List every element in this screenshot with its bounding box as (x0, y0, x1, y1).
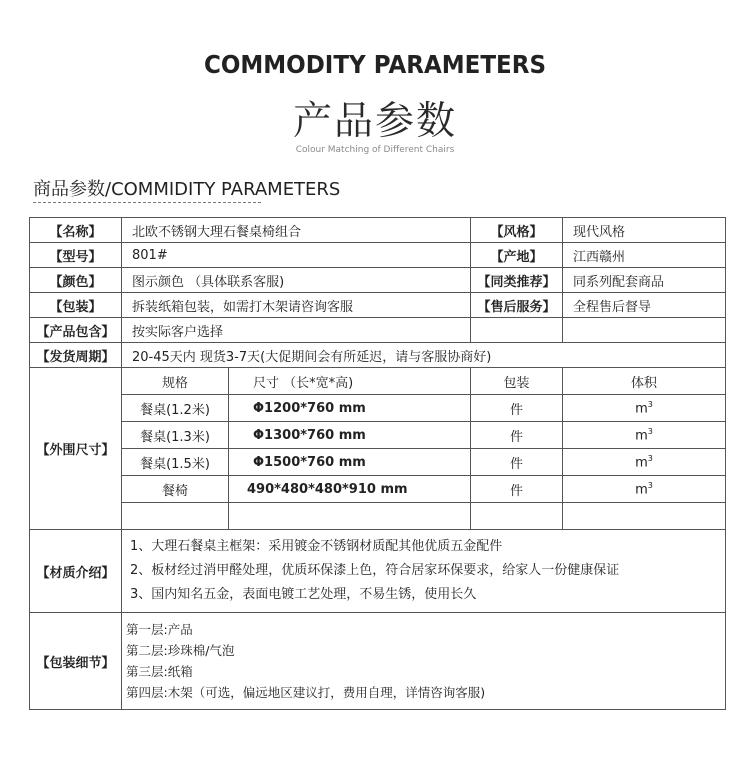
header-title-en: COMMODITY PARAMETERS (203, 50, 547, 79)
materials-line: 1、大理石餐桌主框架：采用镀金不锈钢材质配其他优质五金配件 (130, 539, 503, 554)
value-includes: 按实际客户选择 (122, 318, 471, 343)
dim-spec: 餐桌(1.3米) (122, 422, 229, 449)
label-delivery: 【发货周期】 (30, 343, 122, 368)
empty-cell (122, 503, 229, 530)
dim-volume: $m^3$ (563, 395, 726, 422)
materials-line: 2、板材经过消甲醛处理，优质环保漆上色，符合居家环保要求，给家人一份健康保证 (130, 563, 620, 578)
empty-cell (229, 503, 471, 530)
header-title-cn: 产品参数 (292, 99, 457, 144)
materials-content (122, 530, 726, 613)
label-service: 【售后服务】 (471, 293, 563, 318)
dim-pack: 件 (471, 476, 563, 503)
dim-pack: 件 (471, 395, 563, 422)
value-color: 图示颜色 （具体联系客服) (122, 268, 471, 293)
row-model (30, 243, 726, 268)
dim-header-row (30, 368, 726, 395)
value-service: 全程售后督导 (563, 293, 726, 318)
dim-size: 490*480*480*910 mm (229, 476, 471, 503)
value-name: 北欧不锈钢大理石餐桌椅组合 (122, 218, 471, 243)
dim-header-size: 尺寸 （长*宽*高) (229, 368, 471, 395)
section-title: 商品参数/COMMIDITY PARAMETERS (33, 179, 341, 200)
dim-spec: 餐桌(1.5米) (122, 449, 229, 476)
header-subtitle: Colour Matching of Different Chairs (295, 145, 455, 155)
dim-pack: 件 (471, 449, 563, 476)
value-model: 801# (122, 243, 471, 268)
dim-size: Φ1500*760 mm (229, 449, 471, 476)
packing-line: 第三层:纸箱 (126, 664, 193, 679)
dim-header-volume: 体积 (563, 368, 726, 395)
materials-line: 3、国内知名五金，表面电镀工艺处理，不易生锈，使用长久 (130, 587, 477, 602)
label-materials: 【材质介绍】 (30, 530, 122, 613)
label-origin: 【产地】 (471, 243, 563, 268)
value-recommend: 同系列配套商品 (563, 268, 726, 293)
empty-cell (471, 503, 563, 530)
dim-volume: $m^3$ (563, 449, 726, 476)
row-materials (30, 530, 726, 613)
parameters-table (29, 217, 726, 710)
value-origin: 江西赣州 (563, 243, 726, 268)
packing-content (122, 613, 726, 710)
packing-line: 第四层:木架（可选，偏远地区建议打，费用自理，详情咨询客服) (126, 685, 486, 700)
value-delivery: 20-45天内 现货3-7天(大促期间会有所延迟，请与客服协商好) (122, 343, 726, 368)
empty-cell (563, 318, 726, 343)
dim-empty-row (30, 503, 726, 530)
dim-header-spec: 规格 (122, 368, 229, 395)
row-package (30, 293, 726, 318)
label-color: 【颜色】 (30, 268, 122, 293)
value-package: 拆装纸箱包装，如需打木架请咨询客服 (122, 293, 471, 318)
dim-size: Φ1200*760 mm (229, 395, 471, 422)
label-recommend: 【同类推荐】 (471, 268, 563, 293)
dim-row (30, 422, 726, 449)
dim-spec: 餐桌(1.2米) (122, 395, 229, 422)
dim-row (30, 476, 726, 503)
packing-line: 第二层:珍珠棉/气泡 (126, 643, 235, 658)
label-name: 【名称】 (30, 218, 122, 243)
label-model: 【型号】 (30, 243, 122, 268)
packing-line: 第一层:产品 (126, 622, 193, 637)
dim-size: Φ1300*760 mm (229, 422, 471, 449)
row-includes (30, 318, 726, 343)
section-divider (33, 202, 261, 203)
row-packing (30, 613, 726, 710)
label-includes: 【产品包含】 (30, 318, 122, 343)
label-style: 【风格】 (471, 218, 563, 243)
dim-row (30, 395, 726, 422)
label-package: 【包装】 (30, 293, 122, 318)
row-delivery (30, 343, 726, 368)
dim-row (30, 449, 726, 476)
dim-pack: 件 (471, 422, 563, 449)
label-dimensions: 【外围尺寸】 (30, 368, 122, 530)
value-style: 现代风格 (563, 218, 726, 243)
empty-cell (471, 318, 563, 343)
label-packing: 【包装细节】 (30, 613, 122, 710)
dim-header-pack: 包装 (471, 368, 563, 395)
dim-spec: 餐椅 (122, 476, 229, 503)
dim-volume: $m^3$ (563, 422, 726, 449)
empty-cell (563, 503, 726, 530)
row-color (30, 268, 726, 293)
row-name (30, 218, 726, 243)
dim-volume: $m^3$ (563, 476, 726, 503)
